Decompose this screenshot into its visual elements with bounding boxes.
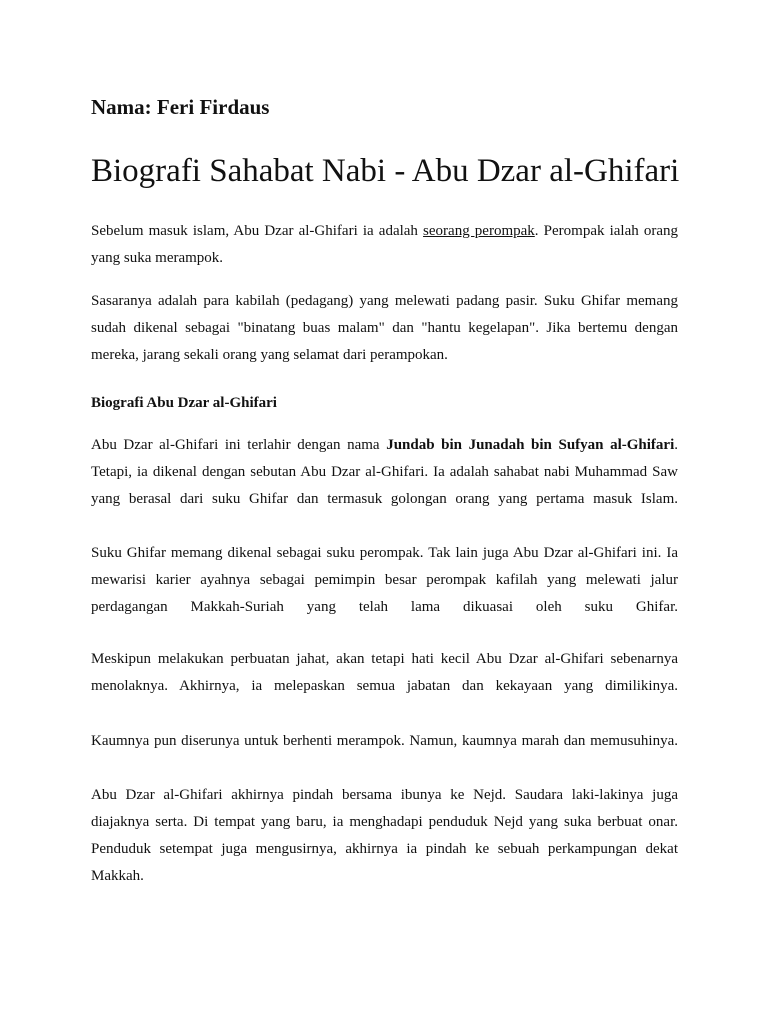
paragraph-people [91,728,678,755]
paragraph-line: Abu Dzar al-Ghifari ini terlahir dengan nama Jundab bin Junadah bin Sufyan al-Ghifari. [91,437,679,453]
section-heading: Biografi Abu Dzar al-Ghifari [91,395,277,411]
underlined-phrase: seorang perompak [423,223,535,239]
paragraph-line: menolaknya. Akhirnya, ia melepaskan semua jabatan dan kekayaan yang dimilikinya. [91,678,678,694]
paragraph-migration [91,782,678,890]
paragraph-line: Sasaranya adalah para kabilah (pedagang) yang melewati padang pasir. Suku Ghifar memang [91,293,678,309]
paragraph-line: diajaknya serta. Di tempat yang baru, ia menghadapi penduduk Nejd yang suka berbuat onar. [91,814,678,830]
paragraph-line: sudah dikenal sebagai "binatang buas malam" dan "hantu kegelapan". Jika bertemu dengan [91,320,678,336]
paragraph-line: yang suka merampok. [91,250,224,266]
paragraph-line: Makkah. [91,868,144,884]
paragraph-line: Penduduk setempat juga mengusirnya, akhirnya ia pindah ke sebuah perkampungan dekat [91,841,678,857]
paragraph-targets [91,288,678,369]
paragraph-line: perdagangan Makkah-Suriah yang telah lama dikuasai oleh suku Ghifar. [91,599,678,615]
paragraph-line: Kaumnya pun diserunya untuk berhenti merampok. Namun, kaumnya marah dan memusuhinya. [91,733,678,749]
paragraph-line: Tetapi, ia dikenal dengan sebutan Abu Dzar al-Ghifari. Ia adalah sahabat nabi Muhammad Saw [91,464,678,480]
paragraph-birth [91,432,678,513]
author-name: Nama: Feri Firdaus [91,95,270,119]
paragraph-tribe [91,540,678,621]
paragraph-line: Meskipun melakukan perbuatan jahat, akan tetapi hati kecil Abu Dzar al-Ghifari sebenarnya [91,651,678,667]
paragraph-intro [91,218,678,272]
bold-name: Jundab bin Junadah bin Sufyan al-Ghifari [386,437,675,453]
paragraph-line: Abu Dzar al-Ghifari akhirnya pindah bersama ibunya ke Nejd. Saudara laki-lakinya juga [91,787,678,803]
paragraph-line: mereka, jarang sekali orang yang selamat dari perampokan. [91,347,448,363]
document-title: Biografi Sahabat Nabi - Abu Dzar al-Ghifari [91,153,680,189]
paragraph-line: Suku Ghifar memang dikenal sebagai suku perompak. Tak lain juga Abu Dzar al-Ghifari ini. Ia [91,545,678,561]
paragraph-line: yang berasal dari suku Ghifar dan termasuk golongan orang yang pertama masuk Islam. [91,491,678,507]
paragraph-conscience [91,646,678,700]
paragraph-line: Sebelum masuk islam, Abu Dzar al-Ghifari ia adalah seorang perompak. Perompak ialah orang [91,223,679,239]
paragraph-line: mewarisi karier ayahnya sebagai pemimpin besar perompak kafilah yang melewati jalur [91,572,678,588]
